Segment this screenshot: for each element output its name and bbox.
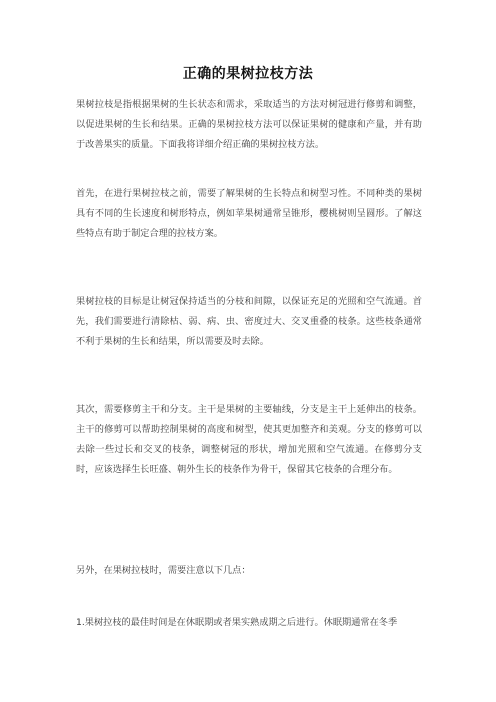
- paragraph-pruning-goal: 果树拉枝的目标是让树冠保持适当的分枝和间隙，以保证充足的光照和空气流通。首先，我们需要进行清除枯、弱、病、虫、密度过大、交叉重叠的枝条。这些枝条通常不利于果树的生长和结果，所以需要及时去除。: [76, 296, 422, 347]
- paragraph-note-1: 1.果树拉枝的最佳时间是在休眠期或者果实熟成期之后进行。休眠期通常在冬季: [76, 617, 398, 628]
- paragraph-growth-characteristics: 首先，在进行果树拉枝之前，需要了解果树的生长特点和树型习性。不同种类的果树具有不同的生长速度和树形特点，例如苹果树通常呈锥形，樱桃树则呈圆形。了解这些特点有助于制定合理的拉枝方案。: [76, 188, 422, 239]
- paragraph-notes-intro: 另外，在果树拉枝时，需要注意以下几点：: [76, 565, 251, 576]
- paragraph-intro: 果树拉枝是指根据果树的生长状态和需求，采取适当的方法对树冠进行修剪和调整，以促进果树的生长和结果。正确的果树拉枝方法可以保证果树的健康和产量，并有助于改善果实的质量。下面我将详细介绍正确的果树拉枝方法。: [76, 99, 422, 150]
- document-title: 正确的果树拉枝方法: [182, 66, 314, 82]
- paragraph-trunk-branch-pruning: 其次，需要修剪主干和分支。主干是果树的主要轴线，分支是主干上延伸出的枝条。主干的修剪可以帮助控制果树的高度和树型，使其更加整齐和美观。分支的修剪可以去除一些过长和交叉的枝条，调整树冠的形状，增加光照和空气流通。在修剪分支时，应该选择生长旺盛、朝外生长的枝条作为骨干，保留其它枝条的合理分布。: [76, 404, 422, 475]
